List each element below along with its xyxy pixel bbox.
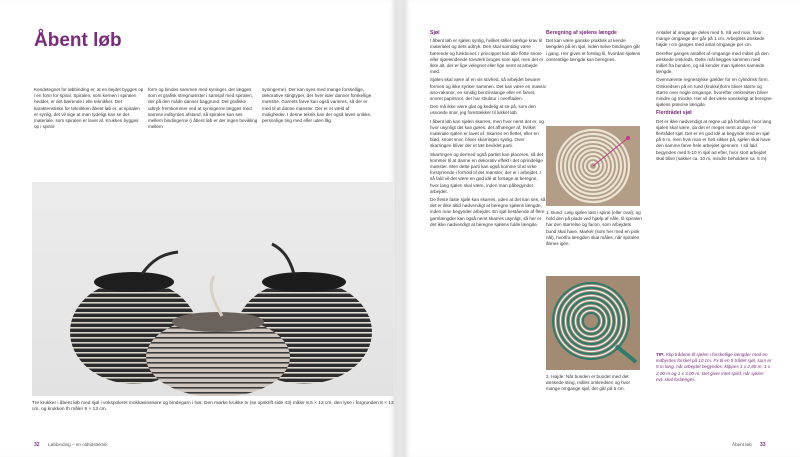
right-col-1 <box>430 30 546 230</box>
right-col3-p3: Ovennævnte regnestykke gælder for en cylindrisk form. Omkredsen på en rund (krukke)form bliver større og større over nogle omgange, hvorefter omkredsen bliver mindre og mindre. Her vil det være vanskeligt at beregne sjølens præcise længde. <box>656 77 772 108</box>
footer-text-right: Åbent løb <box>732 442 752 447</box>
right-col1-p3: Den må ikke være glat og kedelig at se på, som den usnoede snor, jeg foretrækker til lukket løb. <box>430 104 536 116</box>
left-col-3: syningerne). Der kan syes med mange forskellige, dekorative stingtyper, der hver især danner forskellige mønstre. Garnets farve kan også varieres, så der er med til at danne mønster. Der er et væld af muligheder. I denne teknik kan der også laves unikke, personlige ting med eller uden låg. <box>262 87 372 124</box>
green-mat-photo <box>546 276 640 370</box>
green-mat-illustration <box>546 276 640 370</box>
heading-flerdradet: Flerdrådet sjøl <box>656 110 692 117</box>
coil-photo <box>546 126 640 206</box>
left-page <box>0 0 396 457</box>
right-col1-p6: De fleste faste sjøle kan skarres, uden at det kan ses, så det er ikke altid nødvendigt at beregne sjølens længde, inden man begynder arbejdet. En sjøl bestående af flere garnlængder kan også nemt skarres usynligt, så her er det ikke nødvendigt at beregne sjølens fulde længde. <box>430 197 546 227</box>
tip-label: TIP: <box>656 352 665 357</box>
right-col3-p4: Det er ikke nødvendigt at regne ud på forhånd, hvor lang sjølen skal være, da det er meget nemt at øge en flertrådet sjøl. Det er en god idé at begynde med en sjøl på 5 m, men hvis man er helt sikker på, sjølen skal have den samme farve hele arbejdet igennem. I så fald begyndes med 5-10 m sjøl ad efter, hvor stort arbejdet skal blive (sakker ca. 10 m, mindre beholdere ca. 5 m). <box>656 118 772 161</box>
gutter <box>396 0 404 457</box>
left-col-1: Kendetegnet for løbbinding er, at en bejdet bygges op i en form for spiral. Spiralen, som kernen i spiralen hedder, er det bærende i elle teknikker. Det karakteristiske for teknikken åbent løb er, at spiralen er synlig, det vil sige at man tydeligt kan se det materiale, som spiralen er lavet af. Krukken bygges op i spiral- <box>34 87 144 130</box>
page-title: Åbent løb <box>34 30 122 51</box>
right-col1-p5: Skarringen og dermed også partiet kan placeres, så det kommer til at danne en dekorativ effekt i det oprindelige mønster. Men dette parti kan også komme til at virke forstyrrende i forhold til det mønster, der er i arbejdet. I så fald vil det være en god idé at forsøge at beregne, hvor lang sjølen skal være, inden man påbegynder arbejdet. <box>430 151 544 194</box>
right-col3-p1: Antallet af omgange deles med 5. Så ved man, hvor mange omgange der går på 1 cm. Arbejdets ønskede højde i cm ganges med antal omgange per cm. <box>656 30 765 48</box>
right-col3-p2: Derefter ganges antallet af omgange med målet på den ønskede omkreds. Dette mål lægges sammen med målet fra bunden, og så kender man sjølens samlede længde. <box>656 50 769 75</box>
tip-text: Klip trådene til sjølen i forskellige længder med en indbyrdes forskel på 10 cm. Fx til en 5 trådet sjøl, som er 5 m lang, når arbejdet begyndes, klippes 1 x 2,80 m, 1 x 2,90 m og 1 x 3,00 m. Det giver intet spild, når sjølen evt. skal forlænges. <box>656 352 772 382</box>
right-col-2 <box>546 30 642 65</box>
step-2-text: 2. Højde: Når bunden er bundet med det ønskede sting, måles omkredsen og hvor mange omgange sjøl, der går på 5 cm. <box>546 374 631 392</box>
right-page <box>404 0 800 457</box>
step-1-text: 1. Bund: Læg sjølen løst i spiral (eller oval), og hold den på plads ved hjælp af nåle, til spiralen har den størrelse og facon, som arbejdets bund skal have. Markér (som her med en pink nål), hvorfra længden skal måles, når spiralen åbnes igen. <box>546 210 642 247</box>
right-col2-intro: Det kan være ganske praktisk at kende længden på en sjøl, inden selve bindingen går i gang. Her gives et forslag til, hvordan sjølens omtrentlige længde kan beregnes. <box>546 38 641 62</box>
right-col1-p4: I åbent løb kan sjølen skarres, men hvor nemt det er, og hvor usynligt det kan gøres, det afhænger af, hvilket materiale sjølen er lavet af. Skarres en flettet, eller en blød, snoet snor, bliver skarringen synlig. Over skarringen bliver der et tæt beviklet parti. <box>430 118 544 149</box>
page-number-left: 32 <box>34 442 40 448</box>
baskets-photo <box>32 182 394 396</box>
page-number-right: 33 <box>760 442 766 448</box>
coil-illustration <box>546 126 640 206</box>
footer-text-left: Løbbinding – en oldtidsteknik <box>48 442 108 447</box>
baskets-illustration <box>32 182 394 396</box>
right-col-3 <box>656 30 772 164</box>
photo-caption: Tre krukker i åbent løb med sjøl i vokspoleret mokkasinsnøre og bindegarn i hør. Den mørke krukke tv (se opskrift side 43) måler 8,5 × 13 cm, den lyse i forgrunden 8 × 13 cm, og krukken th måler 9 × 13 cm. <box>32 401 394 413</box>
right-col1-p1: I åbent løb er sjølen synlig, hvilket stiller særlige krav til materialet og dets udtryk. Den skal samtidig være bærende og funktionel. I princippet kan alle flotte snore eller sjøelendende tovværk bruges som sjøl, men det er ikke alt, der er lige velegnet eller lige nemt at arbejde med. <box>430 38 544 75</box>
heading-sjol: Sjøl <box>430 30 440 36</box>
heading-beregning: Beregning af sjølens længde <box>546 30 617 36</box>
right-col1-p2: Sjølen skal være af en vis stivhed, så arbejdet bevarer formen og ikke synker sammen. Det kan være en massiv ano-rakonor, en smidig benzinslange eller en farvet, snoret papirsnor, der har struktur i overfladen. <box>430 77 546 102</box>
tip-box <box>656 352 772 383</box>
left-col-2: form og bindes sammen med syninger, der lægges som et grafisk stregmønster i samspil med spiralen, der på den måde danner baggrund. Det grafiske udtryk fremkommer ved at syningerne lægges med samme indbyrdes afstand, så spiralen kan ses mellem bindingerne (i åbent løb er der ingen bevikling mellem <box>148 87 258 130</box>
